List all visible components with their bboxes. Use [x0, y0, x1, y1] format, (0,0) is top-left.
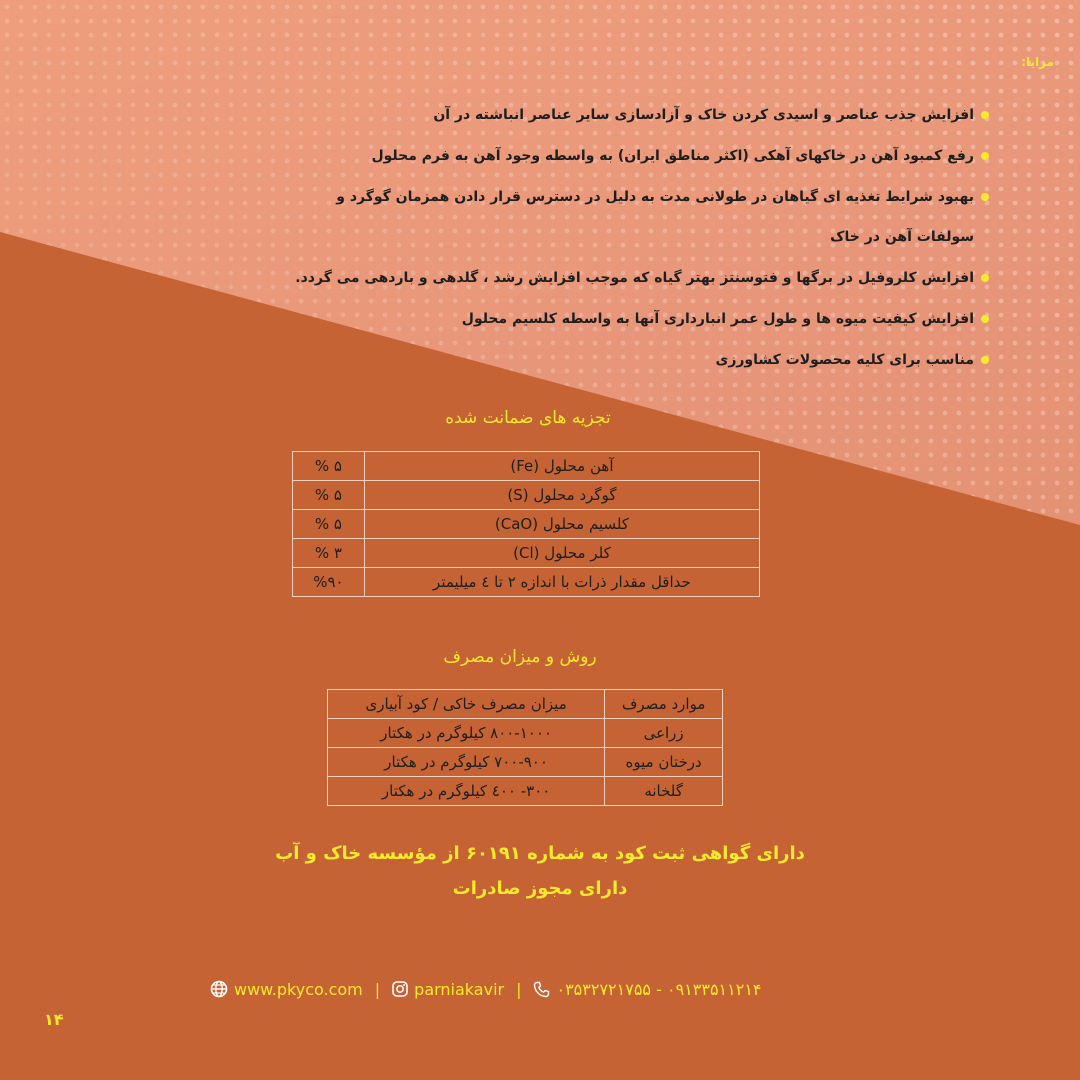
analysis-value-cell: ۵ %: [293, 452, 365, 481]
usage-amount-cell: ۳۰۰- ٤۰۰ کیلوگرم در هکتار: [328, 777, 605, 806]
advantages-section: [228, 55, 1054, 381]
bullet-icon: [981, 193, 989, 201]
advantage-item: [228, 299, 988, 339]
advantage-text: بهبود شرایط تغذیه ای گیاهان در طولانی مدت به دلیل در دسترس قرار دادن همزمان گوگرد و: [336, 189, 974, 205]
separator: |: [516, 979, 522, 999]
globe-icon: [210, 980, 228, 998]
analysis-value-cell: ۵ %: [293, 481, 365, 510]
usage-amount-cell: ۷۰۰-۹۰۰ کیلوگرم در هکتار: [328, 748, 605, 777]
bullet-icon: [981, 274, 989, 282]
advantage-text: افزایش کیفیت میوه ها و طول عمر انبارداری آنها به واسطه کلسیم محلول: [461, 311, 974, 327]
instagram-handle[interactable]: parniakavir: [414, 979, 505, 999]
bullet-icon: [981, 152, 989, 160]
advantages-heading: مزایا:: [1021, 55, 1054, 69]
usage-type-cell: درختان میوه: [605, 748, 723, 777]
analysis-name-cell: کلر محلول (Cl): [364, 539, 759, 568]
separator: |: [374, 979, 381, 999]
website-link[interactable]: www.pkyco.com: [234, 979, 363, 999]
phone-icon: [533, 981, 550, 998]
table-header-row: [328, 690, 723, 719]
advantage-text: مناسب برای کلیه محصولات کشاورزی: [715, 352, 974, 368]
bullet-icon: [981, 315, 989, 323]
usage-amount-cell: ۸۰۰-۱۰۰۰ کیلوگرم در هکتار: [328, 719, 605, 748]
phone-numbers[interactable]: ۰۹۱۳۳۵۱۱۲۱۴ - ۰۳۵۳۲۷۲۱۷۵۵: [556, 979, 762, 999]
advantage-item: [228, 136, 988, 176]
table-row: [293, 481, 760, 510]
table-row: [328, 748, 723, 777]
usage-type-cell: زراعی: [605, 719, 723, 748]
analysis-value-cell: ۳ %: [293, 539, 365, 568]
advantages-list: [228, 95, 988, 380]
advantage-item: [228, 258, 988, 298]
usage-header-amount: میزان مصرف خاکی / کود آبیاری: [328, 690, 605, 719]
table-row: [328, 777, 723, 806]
bullet-icon: [981, 111, 989, 119]
table-row: [293, 510, 760, 539]
certificate-note: دارای گواهی ثبت کود به شماره ۶۰۱۹۱ از مؤسسه خاک و آب: [275, 843, 805, 864]
usage-header-type: موارد مصرف: [605, 690, 723, 719]
advantage-item: [228, 340, 988, 380]
advantage-text: افزایش کلروفیل در برگها و فتوسنتز بهتر گیاه که موجب افزایش رشد ، گلدهی و باردهی می گردد.: [295, 270, 974, 286]
usage-type-cell: گلخانه: [605, 777, 723, 806]
usage-table: [327, 689, 723, 806]
table-row: [293, 452, 760, 481]
export-license-note: دارای مجوز صادرات: [452, 878, 628, 899]
advantage-text: افزایش جذب عناصر و اسیدی کردن خاک و آزادسازی سایر عناصر انباشته در آن: [433, 107, 974, 123]
analysis-table: [292, 451, 760, 597]
usage-title: روش و میزان مصرف: [443, 647, 597, 667]
table-row: [293, 539, 760, 568]
contact-bar: [210, 977, 762, 1001]
analysis-title: تجزیه های ضمانت شده: [445, 408, 611, 428]
analysis-value-cell: %۹۰: [293, 568, 365, 597]
advantage-text: رفع کمبود آهن در خاکهای آهکی (اکثر مناطق ایران) به واسطه وجود آهن به فرم محلول: [371, 148, 974, 164]
analysis-name-cell: کلسیم محلول (CaO): [364, 510, 759, 539]
analysis-name-cell: آهن محلول (Fe): [364, 452, 759, 481]
instagram-icon: [392, 981, 408, 997]
analysis-name-cell: حداقل مقدار ذرات با اندازه ۲ تا ٤ میلیمتر: [364, 568, 759, 597]
page-number: ۱۴: [44, 1010, 64, 1029]
analysis-value-cell: ۵ %: [293, 510, 365, 539]
bullet-icon: [981, 356, 989, 364]
advantage-item: [228, 95, 988, 135]
analysis-name-cell: گوگرد محلول (S): [364, 481, 759, 510]
advantage-text-continued: سولفات آهن در خاک: [830, 229, 974, 245]
advantage-item: [228, 177, 988, 257]
table-row: [293, 568, 760, 597]
table-row: [328, 719, 723, 748]
